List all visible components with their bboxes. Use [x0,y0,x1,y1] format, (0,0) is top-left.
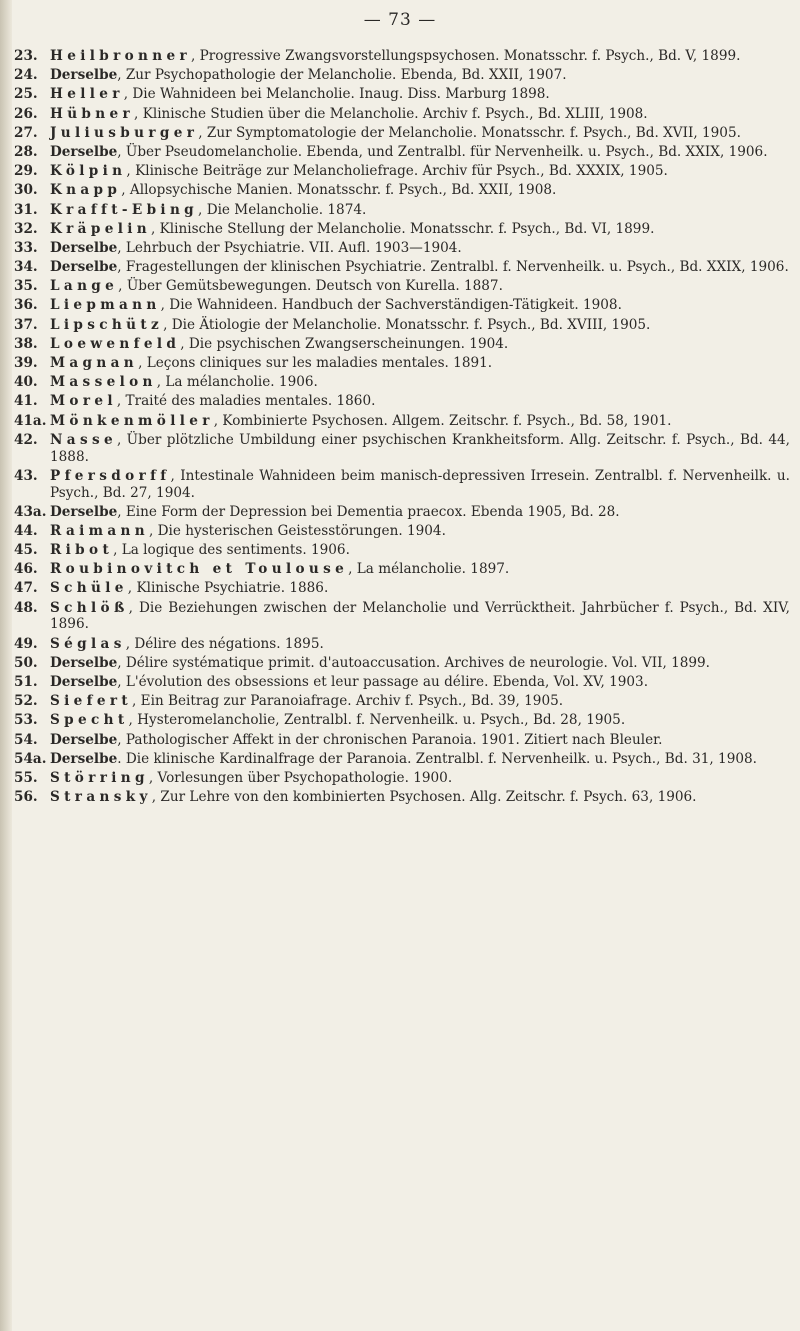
reference-author: Derselbe [50,259,118,276]
reference-text: , Eine Form der Depression bei Dementia praecox. Ebenda 1905, Bd. 28. [117,503,620,520]
reference-text: , Délire des négations. 1895. [125,635,324,652]
reference-text: , L'évolution des obsessions et leur passage au délire. Ebenda, Vol. XV, 1903. [117,674,649,691]
reference-author: Roubinovitch et Toulouse [50,561,349,578]
reference-author: Knapp [50,182,122,199]
reference-number: 38. [14,335,38,352]
reference-author: Störring [50,769,149,786]
reference-text: , La mélancholie. 1897. [348,561,510,578]
reference-item [14,317,790,334]
reference-author: Hübner [50,105,135,122]
reference-author: Lange [50,278,119,295]
reference-item [14,278,790,295]
reference-number: 29. [14,163,38,180]
reference-number: 46. [14,561,38,578]
reference-item [14,125,790,142]
reference-item [14,636,790,653]
reference-number: 27. [14,124,38,141]
reference-author: Pfersdorff [50,467,171,484]
reference-item [14,789,790,806]
reference-author: Masselon [50,374,157,391]
reference-text: . Die klinische Kardinalfrage der Paranoia. Zentralbl. f. Nervenheilk. u. Psych., Bd. 31, 1908. [117,750,757,767]
reference-author: Derselbe [50,503,118,520]
reference-author: Stransky [50,789,152,806]
reference-author: Derselbe [50,674,118,691]
reference-text: , La mélancholie. 1906. [156,374,318,391]
reference-item [14,163,790,180]
reference-text: , Über plötzliche Umbildung einer psychischen Krankheitsform. Allg. Zeitschr. f. Psych., Bd. 44, 1888. [50,431,790,465]
reference-number: 50. [14,654,38,671]
reference-number: 37. [14,316,38,333]
reference-author: Raimann [50,522,150,539]
reference-text: , Klinische Studien über die Melancholie. Archiv f. Psych., Bd. XLIII, 1908. [134,105,648,122]
reference-number: 41a. [14,412,47,429]
reference-author: Derselbe [50,239,118,256]
reference-item [14,693,790,710]
reference-number: 44. [14,522,38,539]
reference-text: , Zur Lehre von den kombinierten Psychosen. Allg. Zeitschr. f. Psych. 63, 1906. [151,789,697,806]
reference-author: Magnan [50,355,139,371]
reference-author: Morel [50,393,117,410]
reference-author: Séglas [50,635,126,652]
reference-number: 42. [14,431,38,448]
reference-number: 48. [14,599,38,616]
reference-author: Heilbronner [50,48,192,64]
reference-text: , Hysteromelancholie, Zentralbl. f. Nervenheilk. u. Psych., Bd. 28, 1905. [128,712,626,729]
reference-number: 56. [14,789,38,806]
reference-text: , Leçons cliniques sur les maladies mentales. 1891. [138,355,493,371]
reference-text: , Die Wahnideen bei Melancholie. Inaug. Diss. Marburg 1898. [123,86,550,103]
reference-number: 49. [14,635,38,652]
reference-number: 54. [14,731,38,748]
reference-number: 51. [14,674,38,691]
reference-item [14,561,790,578]
reference-number: 52. [14,693,38,710]
reference-author: Siefert [50,693,133,710]
reference-text: , Allopsychische Manien. Monatsschr. f. Psych., Bd. XXII, 1908. [121,182,557,199]
reference-text: , Über Pseudomelancholie. Ebenda, und Zentralbl. für Nervenheilk. u. Psych., Bd. XXIX, 1906. [117,143,768,160]
reference-item [14,182,790,199]
reference-text: , Über Gemütsbewegungen. Deutsch von Kurella. 1887. [118,278,503,295]
reference-number: 55. [14,769,38,786]
reference-author: Derselbe [50,654,118,671]
reference-item [14,580,790,597]
reference-item [14,393,790,410]
reference-item [14,770,790,787]
reference-text: , Die hysterischen Geistesstörungen. 1904. [149,522,446,539]
reference-author: Derselbe [50,67,118,84]
reference-number: 40. [14,374,38,391]
reference-author: Schlöß [50,599,129,616]
reference-author: Juliusburger [50,124,199,141]
reference-text: , Vorlesungen über Psychopathologie. 1900. [148,769,453,786]
reference-text: , Kombinierte Psychosen. Allgem. Zeitschr. f. Psych., Bd. 58, 1901. [213,412,672,429]
reference-item [14,655,790,672]
reference-text: , Intestinale Wahnideen beim manisch-depressiven Irresein. Zentralbl. f. Nervenheilk. u. Psych., Bd. 27, 1904. [50,467,790,501]
reference-number: 32. [14,220,38,237]
page-number: — 73 — [363,10,437,30]
reference-item [14,374,790,391]
reference-text: , Klinische Stellung der Melancholie. Monatsschr. f. Psych., Bd. VI, 1899. [150,220,655,237]
reference-item [14,751,790,768]
reference-item [14,504,790,521]
reference-text: , Lehrbuch der Psychiatrie. VII. Aufl. 1903—1904. [117,239,462,256]
reference-item [14,732,790,749]
reference-text: , La logique des sentiments. 1906. [113,542,350,559]
reference-author: Derselbe [50,750,118,767]
reference-author: Specht [50,712,129,729]
reference-item [14,523,790,540]
reference-text: , Klinische Beiträge zur Melancholiefrage. Archiv für Psych., Bd. XXXIX, 1905. [126,163,668,180]
reference-author: Derselbe [50,143,118,160]
reference-number: 45. [14,542,38,559]
reference-number: 26. [14,105,38,122]
reference-text: , Pathologischer Affekt in der chronischen Paranoia. 1901. Zitiert nach Bleuler. [117,731,663,748]
reference-author: Heller [50,86,124,103]
reference-item [14,600,790,634]
reference-author: Loewenfeld [50,335,181,352]
reference-item [14,202,790,219]
reference-item [14,712,790,729]
reference-item [14,355,790,372]
reference-item [14,297,790,314]
reference-text: , Zur Symptomatologie der Melancholie. Monatsschr. f. Psych., Bd. XVII, 1905. [198,124,741,141]
reference-number: 31. [14,201,38,218]
reference-number: 47. [14,580,38,597]
reference-number: 24. [14,67,38,84]
reference-item [14,432,790,466]
reference-author: Liepmann [50,297,161,314]
reference-item [14,336,790,353]
reference-number: 53. [14,712,38,729]
reference-text: , Zur Psychopathologie der Melancholie. Ebenda, Bd. XXII, 1907. [117,67,567,84]
reference-item [14,221,790,238]
reference-text: , Progressive Zwangsvorstellungspsychosen. Monatsschr. f. Psych., Bd. V, 1899. [191,48,741,64]
reference-text: , Ein Beitrag zur Paranoiafrage. Archiv f. Psych., Bd. 39, 1905. [132,693,564,710]
reference-text: , Die Wahnideen. Handbuch der Sachverständigen-Tätigkeit. 1908. [160,297,622,314]
reference-author: Kräpelin [50,220,151,237]
reference-number: 43a. [14,503,47,520]
reference-item [14,86,790,103]
reference-text: , Traité des maladies mentales. 1860. [116,393,376,410]
reference-number: 35. [14,278,38,295]
reference-author: Schüle [50,580,128,597]
reference-item [14,674,790,691]
reference-number: 33. [14,239,38,256]
reference-number: 25. [14,86,38,103]
reference-item [14,240,790,257]
reference-author: Lipschütz [50,316,164,333]
reference-author: Nasse [50,431,117,448]
reference-number: 23. [14,48,38,64]
reference-item [14,106,790,123]
page-binding-edge [0,0,12,1331]
reference-list [14,48,790,808]
reference-author: Ribot [50,542,114,559]
reference-author: Kölpin [50,163,127,180]
reference-item [14,48,790,65]
reference-number: 43. [14,467,38,484]
reference-number: 28. [14,143,38,160]
reference-author: Krafft-Ebing [50,201,199,218]
reference-number: 41. [14,393,38,410]
reference-number: 39. [14,355,38,371]
reference-item [14,542,790,559]
reference-text: , Die Ätiologie der Melancholie. Monatsschr. f. Psych., Bd. XVIII, 1905. [163,316,651,333]
reference-number: 30. [14,182,38,199]
reference-text: , Die Melancholie. 1874. [198,201,367,218]
reference-number: 34. [14,259,38,276]
reference-text: , Klinische Psychiatrie. 1886. [127,580,329,597]
reference-item [14,468,790,502]
reference-text: , Die psychischen Zwangserscheinungen. 1904. [180,335,509,352]
reference-author: Mönkenmöller [50,412,214,429]
reference-text: , Délire systématique primit. d'autoaccusation. Archives de neurologie. Vol. VII, 1899. [117,654,711,671]
reference-text: , Die Beziehungen zwischen der Melancholie und Verrücktheit. Jahrbücher f. Psych., Bd. XIV, 1896. [50,599,790,633]
reference-item [14,413,790,430]
reference-item [14,144,790,161]
reference-number: 36. [14,297,38,314]
reference-text: , Fragestellungen der klinischen Psychiatrie. Zentralbl. f. Nervenheilk. u. Psych., Bd. XXIX, 1906. [117,259,789,276]
reference-number: 54a. [14,750,47,767]
reference-item [14,259,790,276]
reference-author: Derselbe [50,731,118,748]
reference-item [14,67,790,84]
